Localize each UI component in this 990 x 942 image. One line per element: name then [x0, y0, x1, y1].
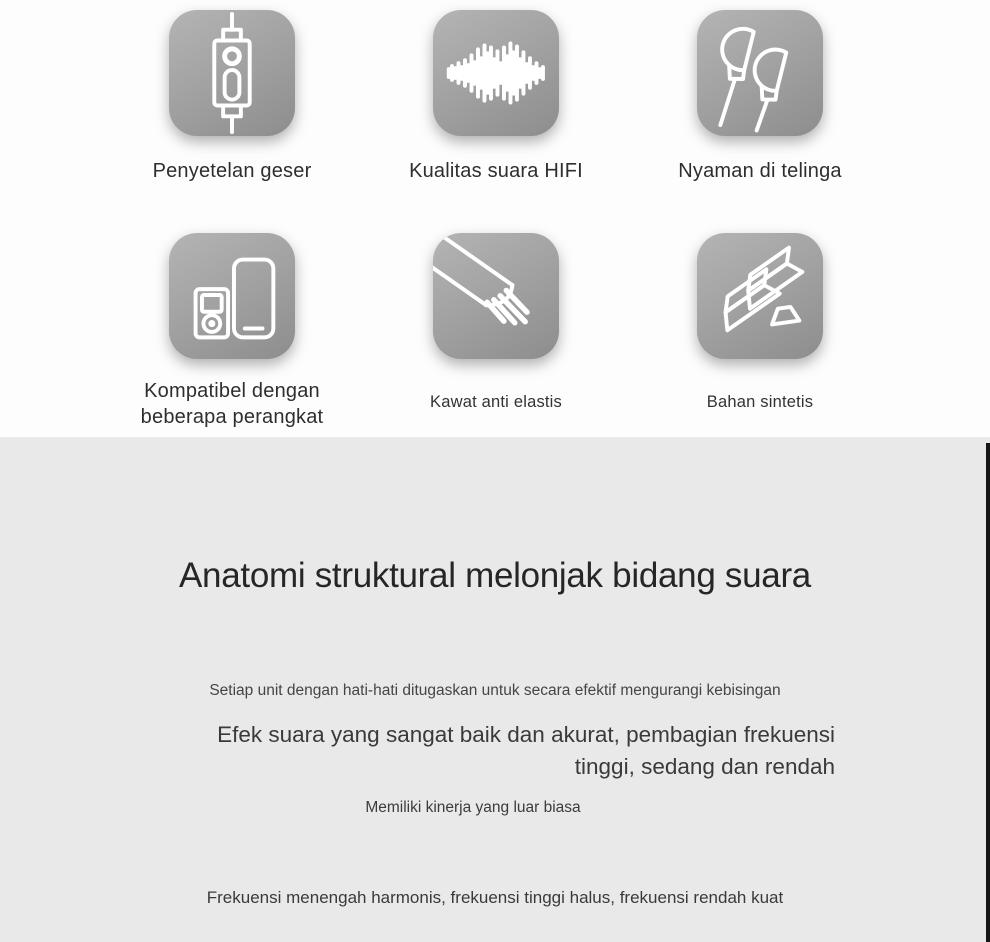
highlight-line-2: tinggi, sedang dan rendah: [574, 754, 835, 779]
feature-label: Kompatibel dengan beberapa perangkat: [140, 380, 324, 428]
feature-label: Kawat anti elastis: [430, 393, 562, 411]
sound-anatomy-section: [0, 437, 990, 942]
feature-slider-adjustment: [100, 10, 364, 191]
feature-label: Kualitas suara HIFI: [409, 160, 583, 182]
sound-waveform-icon: [433, 10, 559, 136]
footer-text: Frekuensi menengah harmonis, frekuensi tinggi halus, frekuensi rendah kuat: [206, 888, 784, 907]
highlight-text: [100, 719, 835, 783]
feature-ear-comfort: [628, 10, 892, 191]
feature-device-compatibility: [100, 233, 364, 437]
cable-icon: [433, 233, 559, 359]
inline-remote-icon: [169, 10, 295, 136]
highlight-line-1: Efek suara yang sangat baik dan akurat, pembagian frekuensi: [217, 722, 835, 747]
feature-synthetic-material: [628, 233, 892, 437]
feature-anti-stretch-wire: [364, 233, 628, 437]
feature-hifi-sound: [364, 10, 628, 191]
devices-icon: [169, 233, 295, 359]
feature-label: Nyaman di telinga: [678, 160, 842, 182]
earbuds-icon: [697, 10, 823, 136]
right-edge-strip: [986, 443, 990, 942]
note-text: Memiliki kinerja yang luar biasa: [365, 799, 581, 816]
feature-grid: [0, 0, 990, 437]
ingots-icon: [697, 233, 823, 359]
section-subtitle: Setiap unit dengan hati-hati ditugaskan untuk secara efektif mengurangi kebisingan: [209, 682, 781, 699]
feature-label: Penyetelan geser: [152, 160, 312, 182]
section-title: Anatomi struktural melonjak bidang suara: [179, 556, 811, 595]
feature-label: Bahan sintetis: [706, 393, 814, 411]
